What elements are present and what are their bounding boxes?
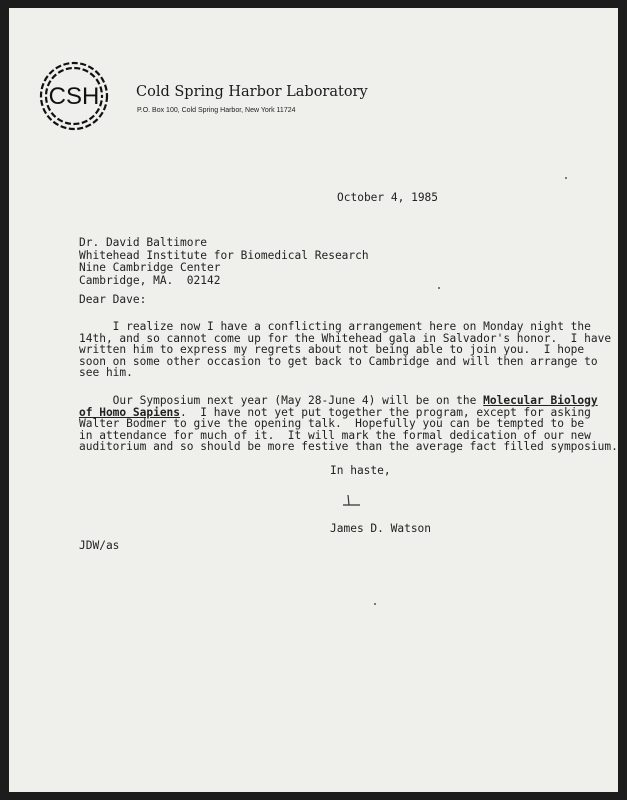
csh-logo-dna-ring xyxy=(34,56,114,136)
signature-mark xyxy=(340,493,364,509)
symposium-title: of Homo Sapiens xyxy=(79,405,181,419)
organization-name: Cold Spring Harbor Laboratory xyxy=(136,84,368,100)
recipient-line: Cambridge, MA. 02142 xyxy=(79,273,221,287)
text-line: I realize now I have a conflicting arrangement here on Monday night the xyxy=(79,320,591,333)
letter-date: October 4, 1985 xyxy=(337,191,439,204)
text-line: written him to express my regrets about not being able to join you. I hope xyxy=(79,343,585,357)
text-line: auditorium and so should be more festive than the average fact filled symposium. xyxy=(79,440,618,454)
salutation: Dear Dave: xyxy=(79,293,147,306)
text-line: in attendance for much of it. It will mark the formal dedication of our new xyxy=(79,428,591,442)
recipient-line: Dr. David Baltimore xyxy=(79,236,207,249)
organization-address: P.O. Box 100, Cold Spring Harbor, New York 11724 xyxy=(137,107,296,114)
text-line: Walter Bodmer to give the opening talk. Hopefully you can be tempted to be xyxy=(79,417,585,431)
text-line: soon on some other occasion to get back to Cambridge and will then arrange to xyxy=(79,354,598,368)
speck xyxy=(438,287,440,289)
text-span: . I have not yet put together the program, except for asking xyxy=(180,405,591,419)
speck xyxy=(374,603,376,605)
recipient-address xyxy=(79,237,369,287)
text-line: 14th, and so cannot come up for the Whitehead gala in Salvador's honor. I have xyxy=(79,331,612,345)
speck xyxy=(565,177,567,179)
paragraph-1 xyxy=(79,321,611,379)
text-line: see him. xyxy=(79,366,133,380)
closing: In haste, xyxy=(330,464,391,477)
recipient-line: Nine Cambridge Center xyxy=(79,261,221,274)
paragraph-2 xyxy=(79,395,618,453)
text-span: Our Symposium next year (May 28-June 4) will be on the xyxy=(79,394,484,407)
symposium-title: Molecular Biology xyxy=(483,394,598,407)
typist-initials: JDW/as xyxy=(79,539,120,552)
signature-name: James D. Watson xyxy=(330,522,432,535)
logo-text: CSH xyxy=(48,83,100,110)
recipient-line: Whitehead Institute for Biomedical Research xyxy=(79,248,369,262)
